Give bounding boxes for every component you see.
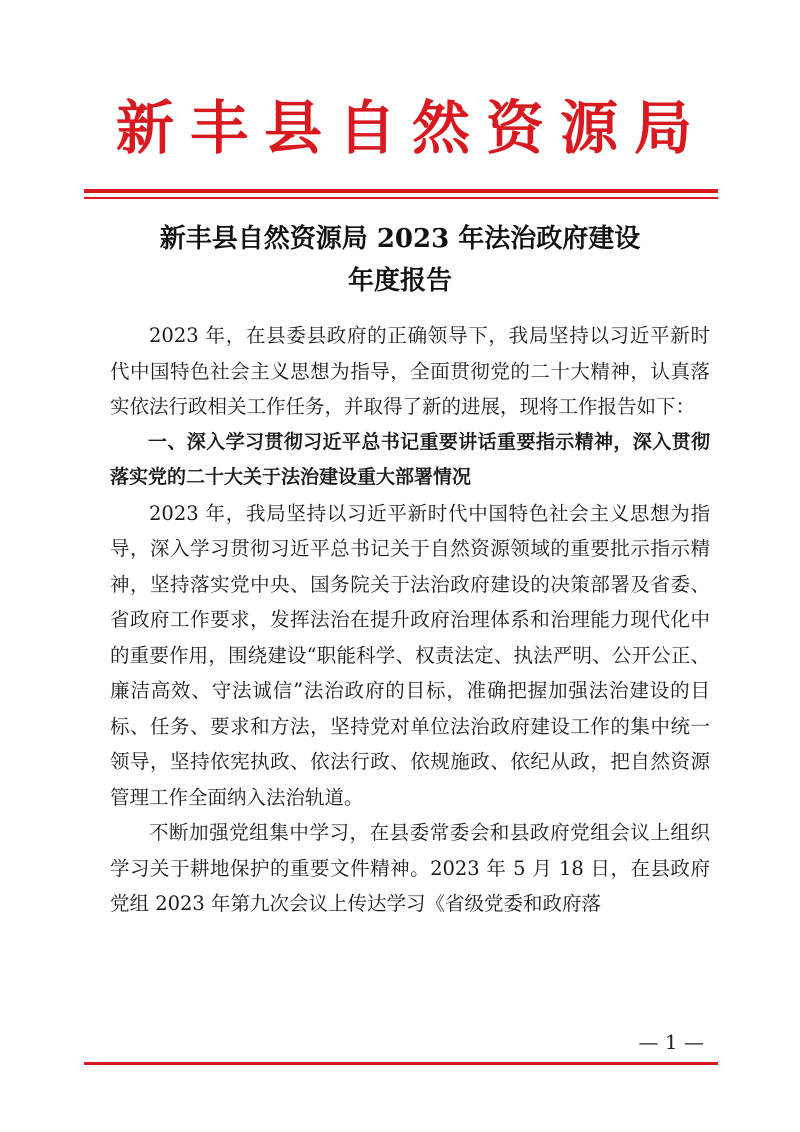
footer-divider xyxy=(84,1062,718,1065)
divider-thin-line xyxy=(84,197,718,199)
section-1-paragraph-1: 2023 年，我局坚持以习近平新时代中国特色社会主义思想为指导，深入学习贯彻习近平总书记关于自然资源领域的重要批示指示精神，坚持落实党中央、国务院关于法治政府建设的决策部署及省委、省政府工作要求，发挥法治在提升政府治理体系和治理能力现代化中的重要作用，围绕建设“职能科学、权责法定、执法严明、公开公正、廉洁高效、守法诚信”法治政府的目标，准确把握加强法治建设的目标、任务、要求和方法，坚持党对单位法治政府建设工作的集中统一领导，坚持依宪执政、依法行政、依规施政、依纪从政，把自然资源管理工作全面纳入法治轨道。 xyxy=(110,501,710,809)
divider-thick-line xyxy=(84,189,718,193)
document-title xyxy=(0,218,800,302)
agency-masthead: 新丰县自然资源局 xyxy=(115,94,708,162)
section-heading-1: 一、深入学习贯彻习近平总书记重要讲话重要指示精神，深入贯彻落实党的二十大关于法治建设重大部署情况 xyxy=(110,430,710,488)
intro-paragraph: 2023 年，在县委县政府的正确领导下，我局坚持以习近平新时代中国特色社会主义思想为指导，全面贯彻党的二十大精神，认真落实依法行政相关工作任务，并取得了新的进展，现将工作报告如下： xyxy=(110,324,710,418)
page-number: — 1 — xyxy=(638,1030,704,1054)
section-1-paragraph-2: 不断加强党组集中学习，在县委常委会和县政府党组会议上组织学习关于耕地保护的重要文件精神。2023 年 5 月 18 日，在县政府党组 2023 年第九次会议上传达学习《省级党委和政府落 xyxy=(110,821,710,915)
document-title-line-2: 年度报告 xyxy=(347,266,452,296)
document-title-line-1: 新丰县自然资源局 2023 年法治政府建设 xyxy=(159,224,641,254)
document-body xyxy=(110,318,710,922)
masthead-divider xyxy=(84,189,718,199)
